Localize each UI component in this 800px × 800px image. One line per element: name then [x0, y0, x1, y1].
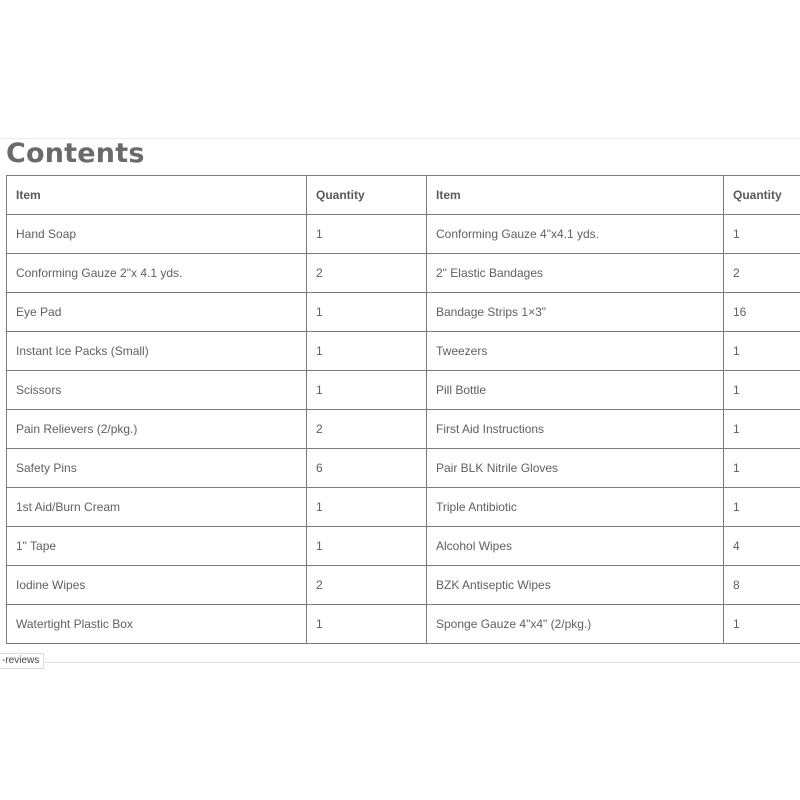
table-header-row [7, 176, 800, 215]
quantity-left-cell: 2 [307, 566, 427, 605]
table-row [7, 527, 800, 566]
header-quantity-right: Quantity [724, 176, 800, 215]
item-right-cell: 2" Elastic Bandages [427, 254, 724, 293]
quantity-right-cell: 1 [724, 488, 800, 527]
quantity-left-cell: 1 [307, 332, 427, 371]
table-row [7, 293, 800, 332]
header-item-right: Item [427, 176, 724, 215]
quantity-left-cell: 6 [307, 449, 427, 488]
item-left-cell: 1st Aid/Burn Cream [7, 488, 307, 527]
quantity-left-cell: 1 [307, 371, 427, 410]
quantity-right-cell: 1 [724, 371, 800, 410]
quantity-left-cell: 2 [307, 254, 427, 293]
item-left-cell: Watertight Plastic Box [7, 605, 307, 644]
quantity-left-cell: 1 [307, 605, 427, 644]
table-row [7, 332, 800, 371]
item-left-cell: Scissors [7, 371, 307, 410]
item-right-cell: Tweezers [427, 332, 724, 371]
item-left-cell: Eye Pad [7, 293, 307, 332]
item-left-cell: Iodine Wipes [7, 566, 307, 605]
header-quantity-left: Quantity [307, 176, 427, 215]
item-right-cell: Sponge Gauze 4"x4" (2/pkg.) [427, 605, 724, 644]
table-body [7, 215, 800, 644]
quantity-left-cell: 1 [307, 215, 427, 254]
table-row [7, 605, 800, 644]
table-row [7, 566, 800, 605]
item-left-cell: Pain Relievers (2/pkg.) [7, 410, 307, 449]
quantity-right-cell: 2 [724, 254, 800, 293]
quantity-right-cell: 4 [724, 527, 800, 566]
quantity-left-cell: 1 [307, 293, 427, 332]
quantity-right-cell: 1 [724, 215, 800, 254]
item-left-cell: Conforming Gauze 2"x 4.1 yds. [7, 254, 307, 293]
item-right-cell: BZK Antiseptic Wipes [427, 566, 724, 605]
quantity-left-cell: 2 [307, 410, 427, 449]
contents-table [6, 175, 800, 644]
table-row [7, 254, 800, 293]
quantity-right-cell: 8 [724, 566, 800, 605]
item-left-cell: Hand Soap [7, 215, 307, 254]
item-right-cell: Bandage Strips 1×3" [427, 293, 724, 332]
contents-heading: Contents [6, 138, 145, 169]
quantity-right-cell: 1 [724, 332, 800, 371]
table-row [7, 449, 800, 488]
item-left-cell: 1" Tape [7, 527, 307, 566]
table-row [7, 488, 800, 527]
table-row [7, 371, 800, 410]
caption-fragment: -reviews [0, 653, 44, 669]
table-row [7, 215, 800, 254]
item-right-cell: Conforming Gauze 4"x4.1 yds. [427, 215, 724, 254]
quantity-right-cell: 1 [724, 449, 800, 488]
table-row [7, 410, 800, 449]
item-right-cell: Pill Bottle [427, 371, 724, 410]
quantity-right-cell: 1 [724, 605, 800, 644]
contents-panel [0, 138, 800, 663]
item-right-cell: Triple Antibiotic [427, 488, 724, 527]
header-item-left: Item [7, 176, 307, 215]
quantity-left-cell: 1 [307, 488, 427, 527]
item-left-cell: Instant Ice Packs (Small) [7, 332, 307, 371]
quantity-right-cell: 1 [724, 410, 800, 449]
item-right-cell: Alcohol Wipes [427, 527, 724, 566]
quantity-right-cell: 16 [724, 293, 800, 332]
quantity-left-cell: 1 [307, 527, 427, 566]
item-right-cell: Pair BLK Nitrile Gloves [427, 449, 724, 488]
item-left-cell: Safety Pins [7, 449, 307, 488]
item-right-cell: First Aid Instructions [427, 410, 724, 449]
